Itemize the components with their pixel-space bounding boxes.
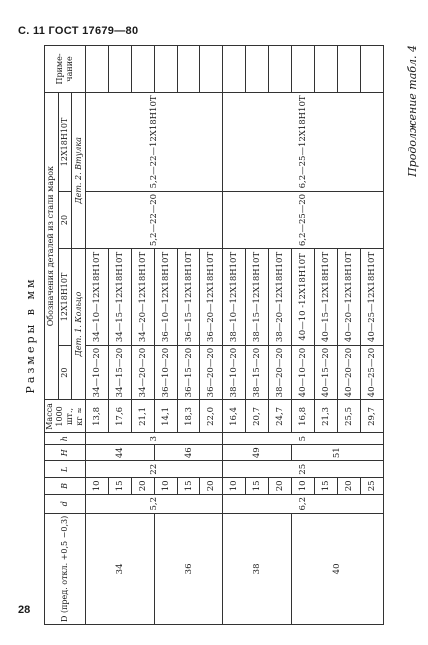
cell-B: 10 [292,478,315,495]
cell-a12: 36—20—12Х18Н10Т [200,249,223,346]
cell-D: 38 [223,513,292,624]
cell-a20: 34—20—20 [131,345,154,399]
cell-mass: 18,3 [177,400,200,433]
cell-a20: 36—15—20 [177,345,200,399]
cell-note [246,46,269,93]
cell-B: 15 [108,478,131,495]
cell-a20: 40—15—20 [314,345,337,399]
cell-a20: 34—10—20 [86,345,109,399]
detail-1-label: Дет. 1. Кольцо [72,249,86,400]
col-steel-12-ring: 12Х18Н10Т [58,249,72,346]
cell-note [154,46,177,93]
table-title: Размеры в мм [24,276,37,394]
cell-note [177,46,200,93]
cell-a12: 38—15—12Х18Н10Т [246,249,269,346]
col-B: B [45,478,86,495]
col-L: L [45,461,86,478]
cell-a12: 40—10 -12Х18Н10Т [292,249,315,346]
cell-a12: 40—20—12Х18Н10Т [337,249,360,346]
cell-mass: 13,8 [86,400,109,433]
col-D: D (пред. откл. +0,5 −0,3) [45,513,86,624]
col-notes: Приме-чание [45,46,86,93]
col-h: h [45,433,86,444]
cell-note [292,46,315,93]
cell-mass: 16,8 [292,400,315,433]
cell-L: 22 [86,461,223,478]
cell-note [223,46,246,93]
col-mass: Масса 1000 шт., кг ≈ [45,400,86,433]
cell-a12: 34—15—12Х18Н10Т [108,249,131,346]
cell-B: 20 [337,478,360,495]
cell-H: 49 [223,444,292,461]
col-d: d [45,494,86,513]
page-header: С. 11 ГОСТ 17679—80 [18,25,139,37]
table-row [223,46,246,625]
cell-D: 34 [86,513,155,624]
cell-B: 20 [200,478,223,495]
cell-B: 20 [269,478,292,495]
page-number: 28 [18,604,31,616]
cell-D: 40 [292,513,384,624]
cell-a12: 40—25—12Х18Н10Т [360,249,383,346]
cell-a20: 40—10—20 [292,345,315,399]
cell-B: 10 [223,478,246,495]
cell-a12: 34—20—12Х18Н10Т [131,249,154,346]
cell-d: 6,2 [223,494,383,513]
cell-note [108,46,131,93]
col-H: H [45,444,86,461]
cell-note [200,46,223,93]
cell-H: 51 [292,444,384,461]
rotated-table-block [20,45,418,625]
cell-H: 44 [86,444,155,461]
cell-B: 10 [154,478,177,495]
cell-a20: 40—20—20 [337,345,360,399]
cell-mass: 16,4 [223,400,246,433]
cell-H: 46 [154,444,223,461]
cell-mass: 21,1 [131,400,154,433]
cell-a12: 40—15—12Х18Н10Т [314,249,337,346]
cell-a12: 38—10—12Х18Н10Т [223,249,246,346]
cell-h: 5 [223,433,383,444]
cell-mass: 14,1 [154,400,177,433]
cell-a12: 34—10—12Х18Н10Т [86,249,109,346]
cell-a20: 36—10—20 [154,345,177,399]
detail-2-label: Дет. 2. Втулка [72,92,86,248]
col-steel-20-bushing: 20 [58,191,72,248]
cell-h: 3 [86,433,223,444]
cell-mass: 25,5 [337,400,360,433]
table-row [86,46,109,625]
cell-bushing-20: 6,2—25—20 [223,191,383,248]
dimensions-table [44,45,384,625]
cell-mass: 17,6 [108,400,131,433]
cell-B: 15 [177,478,200,495]
cell-mass: 29,7 [360,400,383,433]
cell-mass: 24,7 [269,400,292,433]
cell-d: 5,2 [86,494,223,513]
cell-a20: 36—20—20 [200,345,223,399]
cell-bushing-12: 6,2—25—12Х18Н10Т [223,92,383,191]
cell-a20: 38—15—20 [246,345,269,399]
cell-D: 36 [154,513,223,624]
cell-L: 25 [223,461,383,478]
col-group-designations: Обозначения деталей из стали марок [45,92,59,399]
cell-B: 10 [86,478,109,495]
cell-a20: 38—10—20 [223,345,246,399]
cell-note [337,46,360,93]
cell-a20: 40—25—20 [360,345,383,399]
cell-mass: 22,0 [200,400,223,433]
cell-note [360,46,383,93]
cell-bushing-12: 5,2—22—12Х18Н10Т [86,92,223,191]
cell-a20: 34—15—20 [108,345,131,399]
cell-B: 15 [246,478,269,495]
cell-mass: 20,7 [246,400,269,433]
cell-B: 20 [131,478,154,495]
col-steel-12-bushing: 12Х18Н10Т [58,92,72,191]
cell-a12: 36—10—12Х18Н10Т [154,249,177,346]
cell-note [269,46,292,93]
cell-B: 15 [314,478,337,495]
cell-a12: 36—15—12Х18Н10Т [177,249,200,346]
cell-bushing-20: 5,2—22—20 [86,191,223,248]
cell-a20: 38—20—20 [269,345,292,399]
col-steel-20-ring: 20 [58,345,72,399]
cell-mass: 21,3 [314,400,337,433]
continuation-label: Продолжение табл. 4 [406,45,419,177]
cell-a12: 38—20—12Х18Н10Т [269,249,292,346]
cell-note [86,46,109,93]
cell-note [314,46,337,93]
cell-note [131,46,154,93]
cell-B: 25 [360,478,383,495]
